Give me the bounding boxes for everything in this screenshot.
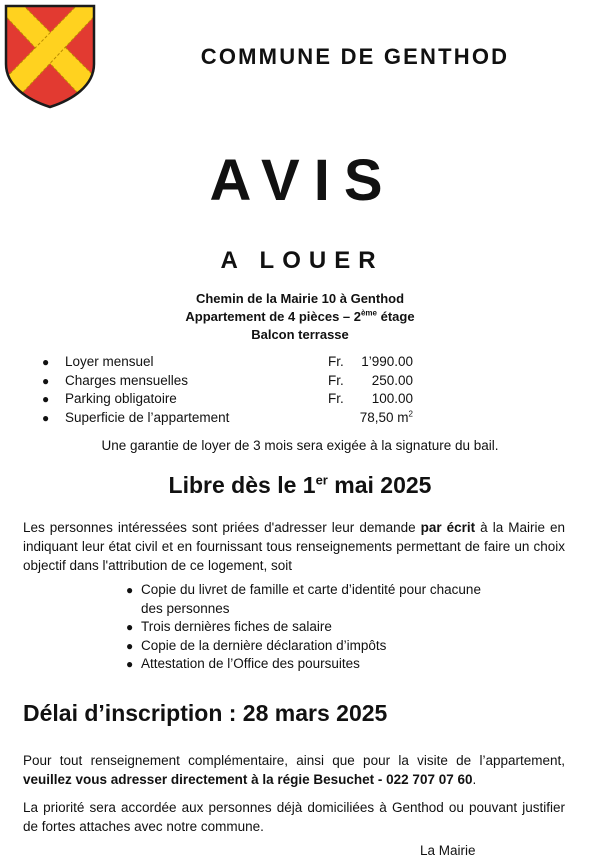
cost-currency: Fr. xyxy=(328,391,344,407)
address-line: Chemin de la Mairie 10 à Genthod xyxy=(195,291,405,306)
bullet-icon: ● xyxy=(126,638,134,653)
cost-currency: Fr. xyxy=(328,372,344,388)
bullet-icon: ● xyxy=(126,583,134,597)
cost-label: Parking obligatoire xyxy=(65,391,177,407)
cost-item-charges xyxy=(40,372,460,391)
cost-amount: 1’990.00 xyxy=(361,354,413,369)
bullet-icon: ● xyxy=(126,620,134,634)
cost-item-rent xyxy=(40,353,460,372)
cost-currency: Fr. xyxy=(328,354,344,369)
deadline-heading: Délai d’inscription : 28 mars 2025 xyxy=(23,700,388,726)
bullet-icon: ● xyxy=(42,392,50,407)
bullet-icon: ● xyxy=(126,657,134,671)
feature-line: Balcon terrasse xyxy=(251,327,349,342)
application-paragraph: Les personnes intéressées sont priées d'adresser leur demande par écrit à la Mairie en indiquant leur état civil et en fournissant tous renseignements permettant de faire un choix objectif dans l'attribution de ce logement, soit xyxy=(23,520,565,573)
cost-item-parking xyxy=(40,390,460,409)
notice-title: AVIS xyxy=(209,148,397,213)
cost-label: Loyer mensuel xyxy=(65,354,154,369)
list-item: ● Attestation de l’Office des poursuites xyxy=(126,655,506,674)
contact-paragraph: Pour tout renseignement complémentaire, ainsi que pour la visite de l’appartement, veuillez vous adresser directement à la régie Besuchet - 022 707 07 60. xyxy=(23,753,565,787)
cost-amount: 100.00 xyxy=(371,391,413,407)
required-documents-list xyxy=(126,581,506,674)
apartment-line: Appartement de 4 pièces – 2ème étage xyxy=(185,308,415,324)
availability-heading: Libre dès le 1er mai 2025 xyxy=(168,472,432,498)
signoff: La Mairie xyxy=(420,843,476,858)
cost-item-area xyxy=(40,409,460,428)
notice-subtitle: A LOUER xyxy=(220,247,384,274)
list-item: ● Trois dernières fiches de salaire xyxy=(126,618,506,637)
priority-paragraph: La priorité sera accordée aux personnes déjà domiciliées à Genthod ou pouvant justifier de fortes attaches avec notre commune. xyxy=(23,800,565,834)
bullet-icon: ● xyxy=(42,410,50,425)
list-item: ● Copie de la dernière déclaration d’impôts xyxy=(126,637,506,656)
bullet-icon: ● xyxy=(42,373,50,388)
guarantee-note: Une garantie de loyer de 3 mois sera exigée à la signature du bail. xyxy=(101,438,499,453)
cost-amount: 250.00 xyxy=(371,372,413,388)
list-item: ● Copie du livret de famille et carte d’identité pour chacune des personnes xyxy=(126,582,481,616)
coat-of-arms-logo xyxy=(2,2,98,110)
cost-list xyxy=(40,353,460,427)
cost-label: Charges mensuelles xyxy=(65,372,189,388)
cost-label: Superficie de l’appartement xyxy=(65,409,230,425)
bullet-icon: ● xyxy=(42,355,50,369)
cost-amount: 78,50 $m^2$ xyxy=(359,409,413,425)
commune-header: COMMUNE DE GENTHOD xyxy=(200,44,510,69)
